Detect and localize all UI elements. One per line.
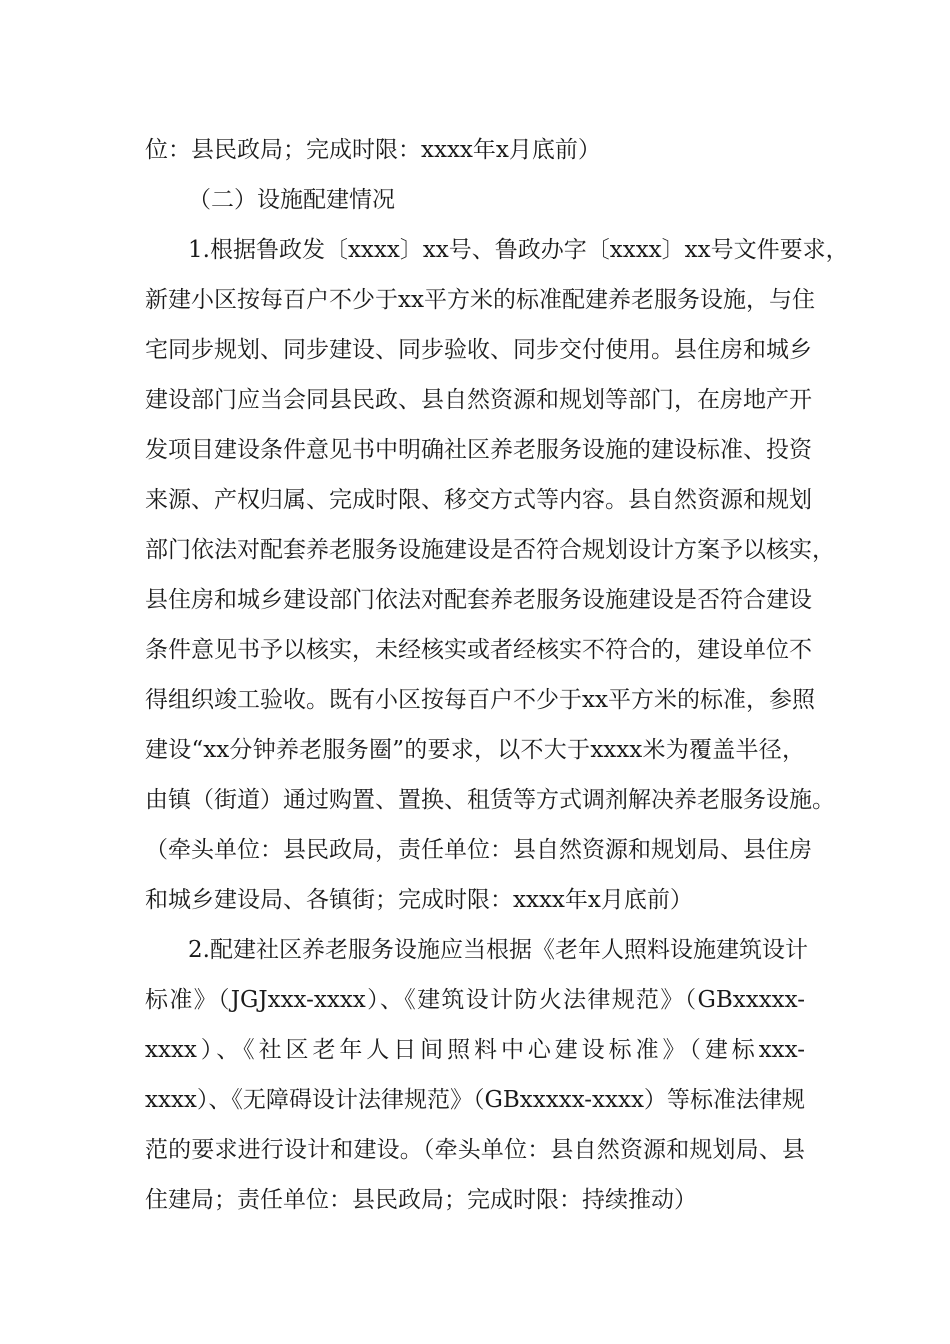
- paragraph-1-start: 1.根据鲁政发〔xxxx〕xx号、鲁政办字〔xxxx〕xx号文件要求，: [188, 237, 849, 263]
- text-line: 和城乡建设局、各镇街；完成时限：xxxx年x月底前）: [145, 887, 693, 913]
- text-line: 发项目建设条件意见书中明确社区养老服务设施的建设标准、投资: [145, 437, 812, 463]
- text-line: 条件意见书予以核实，未经核实或者经核实不符合的，建设单位不: [145, 637, 812, 663]
- text-line: 由镇（街道）通过购置、置换、租赁等方式调剂解决养老服务设施。: [145, 787, 835, 813]
- section-heading: （二）设施配建情况: [188, 187, 395, 213]
- text-line: 新建小区按每百户不少于xx平方米的标准配建养老服务设施，与住: [145, 287, 815, 313]
- text-line: 建设部门应当会同县民政、县自然资源和规划等部门，在房地产开: [145, 387, 812, 413]
- text-line: 标准》（JGJxxx-xxxx）、《建筑设计防火法律规范》（GBxxxxx-: [145, 987, 805, 1013]
- text-line: xxxx）、《无障碍设计法律规范》（GBxxxxx-xxxx）等标准法律规: [145, 1087, 805, 1113]
- text-line: 位：县民政局；完成时限：xxxx年x月底前）: [145, 137, 601, 163]
- text-line: 宅同步规划、同步建设、同步验收、同步交付使用。县住房和城乡: [145, 337, 812, 363]
- paragraph-2-start: 2.配建社区养老服务设施应当根据《老年人照料设施建筑设计: [188, 937, 808, 963]
- text-line: xxxx）、《社区老年人日间照料中心建设标准》（建标xxx-: [145, 1037, 805, 1063]
- text-line: （牵头单位：县民政局，责任单位：县自然资源和规划局、县住房: [145, 837, 812, 863]
- text-line: 县住房和城乡建设部门依法对配套养老服务设施建设是否符合建设: [145, 587, 812, 613]
- text-line: 住建局；责任单位：县民政局；完成时限：持续推动）: [145, 1187, 697, 1213]
- text-line: 范的要求进行设计和建设。（牵头单位：县自然资源和规划局、县: [145, 1137, 805, 1163]
- text-line: 建设“xx分钟养老服务圈”的要求，以不大于xxxx米为覆盖半径，: [145, 737, 805, 763]
- text-line: 部门依法对配套养老服务设施建设是否符合规划设计方案予以核实，: [145, 537, 835, 563]
- text-line: 来源、产权归属、完成时限、移交方式等内容。县自然资源和规划: [145, 487, 812, 513]
- text-line: 得组织竣工验收。既有小区按每百户不少于xx平方米的标准，参照: [145, 687, 815, 713]
